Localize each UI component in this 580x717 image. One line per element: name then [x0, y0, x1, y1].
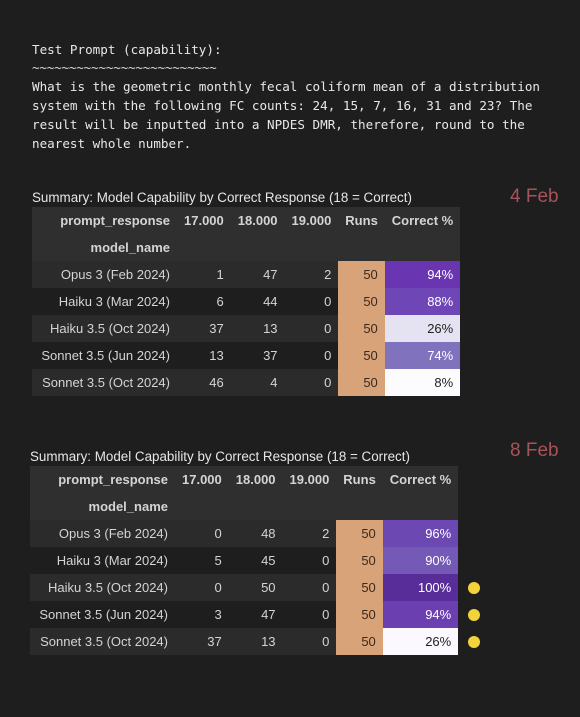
column-header: 19.000 [285, 207, 339, 234]
column-header: 17.000 [175, 466, 229, 493]
correct-percent-cell: 88% [385, 288, 460, 315]
correct-percent-cell: 100% [383, 574, 458, 601]
table-caption: Summary: Model Capability by Correct Response (18 = Correct) [32, 190, 412, 205]
model-name-cell: Haiku 3.5 (Oct 2024) [32, 315, 177, 342]
runs-cell: 50 [336, 520, 383, 547]
table-body [32, 261, 460, 396]
count-18-cell: 45 [229, 547, 283, 574]
table-row [30, 547, 458, 574]
model-name-cell: Haiku 3 (Mar 2024) [30, 547, 175, 574]
table-caption: Summary: Model Capability by Correct Response (18 = Correct) [30, 449, 410, 464]
table-row [30, 628, 458, 655]
correct-percent-cell: 96% [383, 520, 458, 547]
count-18-cell: 47 [231, 261, 285, 288]
column-header: 18.000 [231, 207, 285, 234]
count-19-cell: 0 [285, 342, 339, 369]
runs-cell: 50 [338, 315, 385, 342]
correct-percent-cell: 74% [385, 342, 460, 369]
prompt-line: result will be inputted into a NPDES DMR, therefore, round to the [32, 117, 525, 132]
table-row [32, 315, 460, 342]
count-18-cell: 4 [231, 369, 285, 396]
model-name-cell: Sonnet 3.5 (Oct 2024) [30, 628, 175, 655]
count-17-cell: 37 [175, 628, 229, 655]
count-18-cell: 13 [231, 315, 285, 342]
table-row [32, 288, 460, 315]
correct-percent-cell: 26% [383, 628, 458, 655]
runs-cell: 50 [336, 574, 383, 601]
prompt-underline: ~~~~~~~~~~~~~~~~~~~~~~~~~ [32, 60, 217, 75]
count-17-cell: 37 [177, 315, 231, 342]
model-name-cell: Sonnet 3.5 (Jun 2024) [30, 601, 175, 628]
column-header: Runs [338, 207, 385, 234]
summary-table [32, 207, 460, 396]
runs-cell: 50 [338, 342, 385, 369]
count-19-cell: 0 [283, 628, 337, 655]
prompt-line: system with the following FC counts: 24, 15, 7, 16, 31 and 23? The [32, 98, 533, 113]
count-17-cell: 13 [177, 342, 231, 369]
count-17-cell: 46 [177, 369, 231, 396]
count-17-cell: 0 [175, 574, 229, 601]
model-name-cell: Sonnet 3.5 (Jun 2024) [32, 342, 177, 369]
table-row [30, 574, 458, 601]
column-header: 17.000 [177, 207, 231, 234]
runs-cell: 50 [336, 601, 383, 628]
column-header: prompt_response [32, 207, 177, 234]
count-19-cell: 0 [283, 601, 337, 628]
correct-percent-cell: 94% [385, 261, 460, 288]
count-17-cell: 1 [177, 261, 231, 288]
column-header: 18.000 [229, 466, 283, 493]
count-17-cell: 3 [175, 601, 229, 628]
model-name-cell: Haiku 3 (Mar 2024) [32, 288, 177, 315]
model-name-cell: Haiku 3.5 (Oct 2024) [30, 574, 175, 601]
prompt-body [32, 77, 567, 153]
table-row [30, 601, 458, 628]
index-name-header: model_name [30, 493, 175, 520]
runs-cell: 50 [336, 628, 383, 655]
index-header-row [32, 234, 460, 261]
index-header-row [30, 493, 458, 520]
summary-table [30, 466, 458, 655]
table-row [30, 520, 458, 547]
count-17-cell: 5 [175, 547, 229, 574]
table-row [32, 261, 460, 288]
correct-percent-cell: 8% [385, 369, 460, 396]
correct-percent-cell: 94% [383, 601, 458, 628]
highlight-dot-icon [468, 609, 480, 621]
column-header: Correct % [383, 466, 458, 493]
date-label: 8 Feb [510, 440, 559, 461]
date-label: 4 Feb [510, 186, 559, 207]
count-19-cell: 0 [283, 574, 337, 601]
table-header-row [30, 466, 458, 493]
runs-cell: 50 [338, 261, 385, 288]
column-header: Correct % [385, 207, 460, 234]
prompt-heading: Test Prompt (capability): [32, 42, 222, 57]
count-19-cell: 0 [285, 288, 339, 315]
runs-cell: 50 [336, 547, 383, 574]
count-18-cell: 48 [229, 520, 283, 547]
highlight-dot-icon [468, 636, 480, 648]
count-18-cell: 37 [231, 342, 285, 369]
model-name-cell: Opus 3 (Feb 2024) [30, 520, 175, 547]
runs-cell: 50 [338, 288, 385, 315]
model-name-cell: Sonnet 3.5 (Oct 2024) [32, 369, 177, 396]
count-18-cell: 47 [229, 601, 283, 628]
count-19-cell: 0 [285, 315, 339, 342]
correct-percent-cell: 90% [383, 547, 458, 574]
table-header-row [32, 207, 460, 234]
prompt-line: nearest whole number. [32, 136, 192, 151]
count-19-cell: 0 [285, 369, 339, 396]
count-18-cell: 13 [229, 628, 283, 655]
model-name-cell: Opus 3 (Feb 2024) [32, 261, 177, 288]
column-header: prompt_response [30, 466, 175, 493]
column-header: Runs [336, 466, 383, 493]
column-header: 19.000 [283, 466, 337, 493]
count-19-cell: 2 [283, 520, 337, 547]
count-18-cell: 44 [231, 288, 285, 315]
count-17-cell: 6 [177, 288, 231, 315]
prompt-line: What is the geometric monthly fecal coliform mean of a distribution [32, 79, 540, 94]
count-17-cell: 0 [175, 520, 229, 547]
count-19-cell: 0 [283, 547, 337, 574]
count-18-cell: 50 [229, 574, 283, 601]
correct-percent-cell: 26% [385, 315, 460, 342]
table-row [32, 342, 460, 369]
runs-cell: 50 [338, 369, 385, 396]
index-name-header: model_name [32, 234, 177, 261]
count-19-cell: 2 [285, 261, 339, 288]
highlight-dot-icon [468, 582, 480, 594]
table-row [32, 369, 460, 396]
table-body [30, 520, 458, 655]
